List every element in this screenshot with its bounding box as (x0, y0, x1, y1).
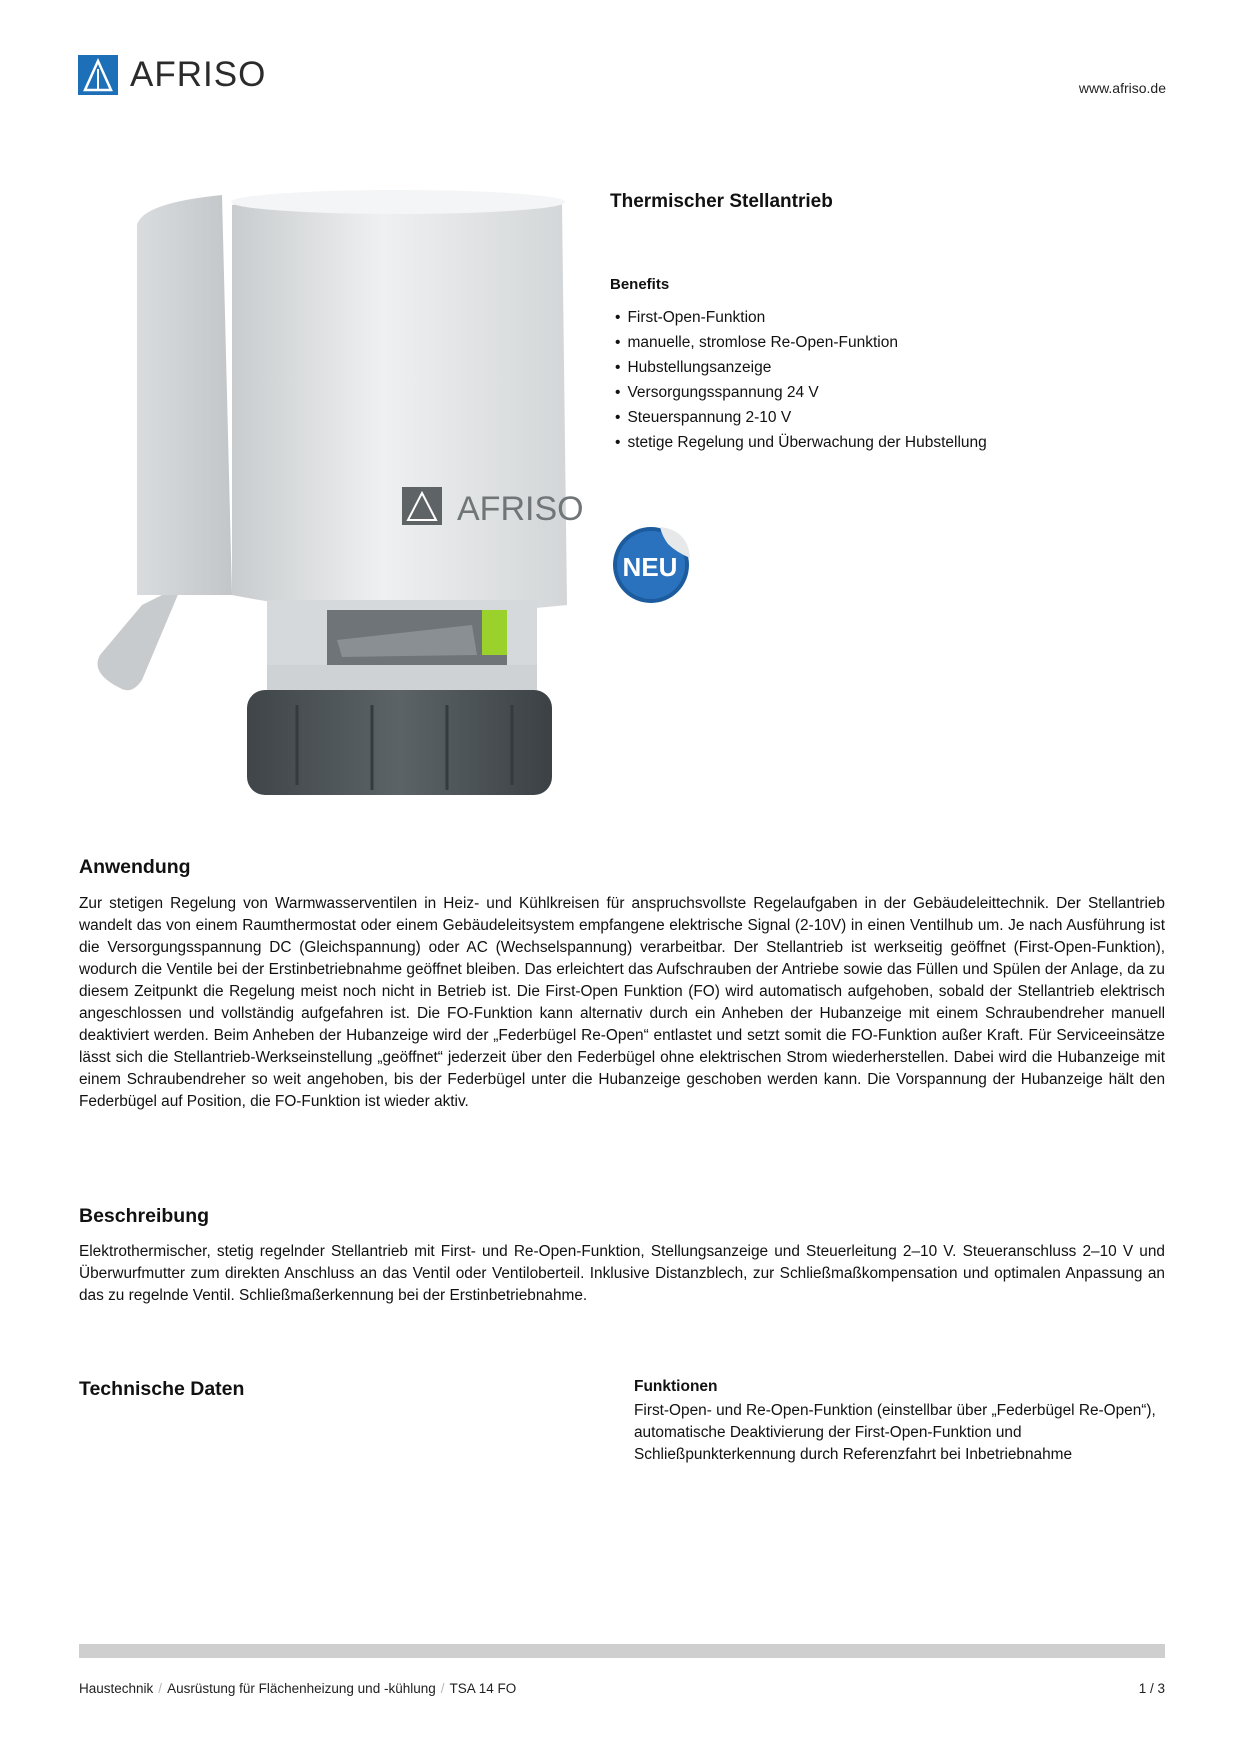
section-heading-beschreibung: Beschreibung (79, 1205, 210, 1227)
anwendung-text: Zur stetigen Regelung von Warmwasserventilen in Heiz- und Kühlkreisen für anspruchsvollste Regelaufgaben in der Gebäudeleittechnik. Der Stellantrieb wandelt das von einem Raumthermostat oder einem Gebäudeleitsystem empfangene elektrische Signal (2-10V) in einen Ventilhub um. Je nach Ausführung ist die Versorgungsspannung DC (Gleichspannung) oder AC (Wechselspannung) verarbeitbar. Der Stellantrieb ist werkseitig geöffnet (First-Open-Funktion), wodurch die Ventile bei der Erstinbetriebnahme geöffnet bleiben. Das erleichtert das Aufschrauben der Antriebe sowie das Füllen und Spülen der Anlage, da zu diesem Zeitpunkt die Regelung meist noch nicht in Betrieb ist. Die First-Open Funktion (FO) wird automatisch aufgehoben, sobald der Stellantrieb elektrisch angeschlossen und vollständig aufgefahren ist. Die FO-Funktion kann alternativ durch ein Anheben der Hubanzeige mit einem Schraubendreher manuell deaktiviert werden. Beim Anheben der Hubanzeige wird der „Federbügel Re-Open“ entlastet und setzt somit die FO-Funktion außer Kraft. Für Serviceeinsätze lässt sich die Stellantrieb-Werkseinstellung „geöffnet“ jederzeit über den Federbügel ohne elektrischen Strom wiederherstellen. Dabei wird die Hubanzeige mit einem Schraubendreher so weit angehoben, bis der Federbügel unter die Hubanzeige geschoben werden kann. Die Vorspannung der Hubanzeige hält den Federbügel auf Position, die FO-Funktion ist wieder aktiv. (79, 895, 1165, 1110)
benefit-item: • stetige Regelung und Überwachung der Hubstellung (615, 430, 987, 455)
funktionen-line: automatische Deaktivierung der First-Open-Funktion und Schließpunkterkennung durch Referenzfahrt bei Inbetriebnahme (634, 1424, 1073, 1463)
benefits-heading: Benefits (610, 276, 670, 293)
beschreibung-text: Elektrothermischer, stetig regelnder Stellantrieb mit First- und Re-Open-Funktion, Stellungsanzeige und Steuerleitung 2–10 V. Steueranschluss 2–10 V und Überwurfmutter zum direkten Anschluss an das Ventil oder Ventiloberteil. Inklusive Distanzblech, zur Schließmaßkompensation und optimalen Anpassung an das zu regelnde Ventil. Schließmaßerkennung bei der Erstinbetriebnahme. (79, 1243, 1165, 1304)
afriso-triangle-icon (78, 55, 118, 95)
funktionen-heading: Funktionen (634, 1378, 718, 1395)
breadcrumb-separator: / (440, 1681, 445, 1696)
benefit-item: • Hubstellungsanzeige (615, 355, 987, 380)
website-link[interactable]: www.afriso.de (1078, 80, 1166, 96)
breadcrumb-item[interactable]: TSA 14 FO (449, 1681, 517, 1696)
product-title: Thermischer Stellantrieb (610, 191, 833, 212)
funktionen-text (634, 1400, 1164, 1466)
new-badge (610, 522, 692, 604)
breadcrumb-item[interactable]: Haustechnik (79, 1681, 154, 1696)
brand-wordmark: AFRISO (130, 55, 267, 94)
product-image-brand: AFRISO (457, 490, 582, 528)
benefit-item: • Versorgungsspannung 24 V (615, 380, 987, 405)
product-image (82, 185, 582, 795)
section-heading-technische-daten: Technische Daten (79, 1378, 245, 1400)
afriso-logo (78, 55, 266, 95)
new-badge-label: NEU (622, 552, 678, 582)
benefits-list (615, 305, 987, 455)
breadcrumb (79, 1681, 516, 1696)
breadcrumb-separator: / (158, 1681, 163, 1696)
page-number: 1 / 3 (1138, 1681, 1165, 1696)
funktionen-line: First-Open- und Re-Open-Funktion (einstellbar über „Federbügel Re-Open“), (634, 1402, 1156, 1419)
section-heading-anwendung: Anwendung (79, 856, 191, 878)
benefit-item: • Steuerspannung 2-10 V (615, 405, 987, 430)
benefit-item: • First-Open-Funktion (615, 305, 987, 330)
benefit-item: • manuelle, stromlose Re-Open-Funktion (615, 330, 987, 355)
breadcrumb-item[interactable]: Ausrüstung für Flächenheizung und -kühlung (167, 1681, 436, 1696)
footer-divider (79, 1644, 1165, 1658)
